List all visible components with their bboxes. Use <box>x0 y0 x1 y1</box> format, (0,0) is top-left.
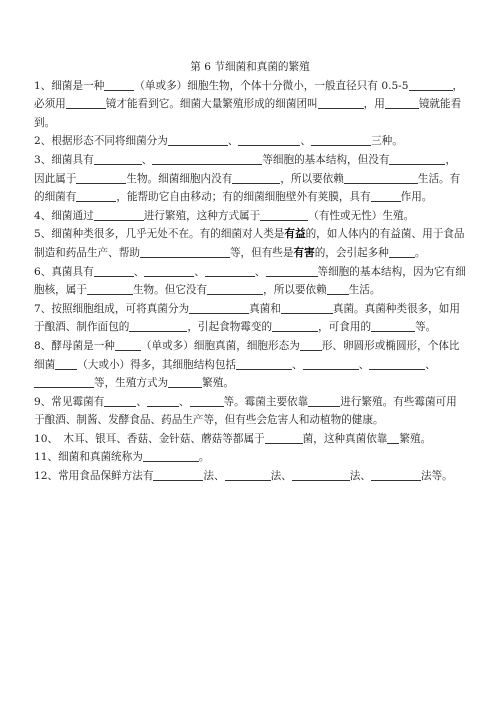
q8-blank-7[interactable] <box>34 375 94 388</box>
question-1 <box>34 77 466 133</box>
q7-text-f: 等。 <box>415 321 437 334</box>
q7-text-d: ，引起食物霉变的 <box>187 321 273 334</box>
q5-text-d: 的，会引起多种 <box>314 246 389 259</box>
q6-sep-2: 、 <box>194 265 205 278</box>
q3-blank-1[interactable] <box>94 152 142 165</box>
q3-blank-2[interactable] <box>152 152 262 165</box>
q11-text-b: 。 <box>198 451 210 464</box>
q3-text-e: ，所以要依赖 <box>280 172 344 185</box>
q8-text-e: 等，生殖方式为 <box>94 377 169 390</box>
q3-text-a: 3、细菌具有 <box>34 153 94 166</box>
q10-text-c: 繁殖。 <box>399 432 432 445</box>
q8-blank-2[interactable] <box>300 338 322 351</box>
q7-text-b: 真菌和 <box>249 302 281 315</box>
q6-blank-3[interactable] <box>205 264 255 277</box>
q5-text-b: 的，如人体内的有益菌、用于食品制造和药品生产、帮助 <box>34 228 465 259</box>
q8-sep-1: 、 <box>292 358 303 371</box>
q6-sep-1: 、 <box>133 265 145 278</box>
q7-blank-2[interactable] <box>281 301 333 314</box>
q3-blank-3[interactable] <box>389 152 445 165</box>
q9-text-a: 9、常见霉菌有 <box>34 395 105 408</box>
q6-blank-1[interactable] <box>94 264 134 277</box>
q12-text-c: 法、 <box>270 470 292 483</box>
q1-blank-4[interactable] <box>318 96 364 109</box>
q8-text-f: 繁殖。 <box>202 377 234 390</box>
q8-sep-2: 、 <box>358 358 370 371</box>
q1-blank-2[interactable] <box>409 78 453 91</box>
q1-text-d: 镜才能看到它。细菌大量繁殖形成的细菌团叫 <box>105 98 318 111</box>
q2-blank-1[interactable] <box>168 133 228 146</box>
question-8 <box>34 337 466 393</box>
worksheet <box>34 58 466 486</box>
q6-blank-5[interactable] <box>87 282 133 295</box>
q10-blank-1[interactable] <box>265 431 303 444</box>
q6-blank-7[interactable] <box>327 282 349 295</box>
q2-sep-1: 、 <box>227 135 239 148</box>
q3-text-c: ，因此属于 <box>34 153 457 185</box>
q8-text-b: （单或多）细胞真菌，细胞形态为 <box>140 339 300 352</box>
q6-text-d: ，所以要依赖 <box>263 284 327 297</box>
q9-sep-1: 、 <box>136 395 147 408</box>
q3-blank-6[interactable] <box>344 171 418 184</box>
q9-blank-4[interactable] <box>308 394 340 407</box>
q12-blank-3[interactable] <box>292 468 350 481</box>
q11-text-a: 11、细菌和真菌统称为 <box>34 451 143 464</box>
q6-sep-3: 、 <box>254 265 266 278</box>
q1-blank-5[interactable] <box>385 96 419 109</box>
q10-blank-2[interactable] <box>387 431 399 444</box>
q8-blank-4[interactable] <box>236 357 292 370</box>
page-title: 第 6 节细菌和真菌的繁殖 <box>190 61 310 73</box>
q9-blank-3[interactable] <box>190 394 224 407</box>
q3-text-f: 生活。有的细菌有 <box>34 172 461 204</box>
q1-text-a: 1、细菌是一种 <box>34 79 105 92</box>
q9-text-c: 进行繁殖。有些霉菌可用于酿酒、制酱、发酵食品、药品生产等，但有些会危害人和动植物的健康。 <box>34 395 457 427</box>
question-3 <box>34 151 466 207</box>
q8-text-d: （大或小）得多，其细胞结构包括 <box>77 358 237 371</box>
q5-blank-2[interactable] <box>389 245 415 258</box>
q1-text-b: （单或多）细胞生物，个体十分微小，一般直径只有 0.5-5 <box>134 79 409 92</box>
question-6 <box>34 263 466 300</box>
q1-text-c: ，必须用 <box>34 79 464 111</box>
q4-blank-2[interactable] <box>260 208 308 221</box>
q1-text-e: ，用 <box>363 98 385 111</box>
q4-text-b: 进行繁殖，这种方式属于 <box>143 209 261 222</box>
q12-blank-1[interactable] <box>153 468 203 481</box>
q3-blank-4[interactable] <box>76 171 126 184</box>
q6-blank-6[interactable] <box>207 282 263 295</box>
q11-blank-1[interactable] <box>143 449 199 462</box>
q8-text-a: 8、酵母菌是一种 <box>34 339 115 352</box>
q2-sep-2: 、 <box>300 135 312 148</box>
q5-text-c: 等，但有些是 <box>229 246 294 259</box>
q3-sep-1: 、 <box>141 153 153 166</box>
q6-text-c: 生物。但它没有 <box>132 284 208 297</box>
q3-blank-5[interactable] <box>232 171 280 184</box>
q5-text-e: 。 <box>414 246 426 259</box>
q2-blank-3[interactable] <box>311 133 371 146</box>
q3-text-b: 等细胞的基本结构，但没有 <box>262 153 390 166</box>
question-2 <box>34 132 466 151</box>
question-10 <box>34 430 466 449</box>
question-9 <box>34 393 466 430</box>
q12-blank-4[interactable] <box>371 468 421 481</box>
q7-text-c: 真菌。真菌种类很多，如用于酿酒、制作面包的 <box>34 302 460 334</box>
q7-text-e: ，可食用的 <box>318 321 372 334</box>
q5-text-a: 5、细菌种类很多，几乎无处不在。有的细菌对人类是 <box>34 228 285 241</box>
q9-blank-2[interactable] <box>147 394 179 407</box>
q8-sep-3: 、 <box>425 358 436 371</box>
question-12 <box>34 467 466 486</box>
q3-text-h: 作用。 <box>400 191 433 204</box>
q8-blank-8[interactable] <box>168 375 202 388</box>
q9-blank-1[interactable] <box>104 394 136 407</box>
q3-text-d: 生物。细菌细胞内没有 <box>126 172 233 185</box>
q5-bold-beneficial: 有益 <box>284 228 306 241</box>
question-5 <box>34 225 466 262</box>
q1-text-f: 镜就能看到。 <box>34 98 462 129</box>
q7-text-a: 7、按照细胞组成，可将真菌分为 <box>34 302 190 315</box>
q9-sep-2: 、 <box>178 395 190 408</box>
q3-blank-8[interactable] <box>371 189 401 202</box>
q2-blank-2[interactable] <box>238 133 300 146</box>
q6-text-e: 生活。 <box>348 284 381 297</box>
q6-blank-4[interactable] <box>266 264 318 277</box>
q6-text-b: 等细胞的基本结构，因为它有细胞核，属于 <box>34 265 466 297</box>
q10-text-b: 菌，这种真菌依靠 <box>302 432 388 445</box>
question-4 <box>34 207 466 226</box>
q12-text-e: 法等。 <box>420 470 453 483</box>
q1-blank-1[interactable] <box>104 78 134 91</box>
q12-blank-2[interactable] <box>225 468 271 481</box>
q8-blank-1[interactable] <box>115 338 141 351</box>
q7-blank-5[interactable] <box>371 319 415 332</box>
q4-blank-1[interactable] <box>94 208 144 221</box>
q9-text-b: 等。霉菌主要依靠 <box>223 395 309 408</box>
q8-blank-6[interactable] <box>369 357 425 370</box>
q7-blank-4[interactable] <box>272 319 318 332</box>
q4-text-c: （有性或无性）生殖。 <box>308 209 415 222</box>
q3-blank-7[interactable] <box>76 189 116 202</box>
q2-text-end: 三种。 <box>371 135 403 148</box>
q1-blank-3[interactable] <box>66 96 106 109</box>
q8-text-c: 形、卵圆形或椭圆形，个体比细菌 <box>34 339 460 371</box>
q6-text-a: 6、真菌具有 <box>34 265 94 278</box>
question-11 <box>34 448 466 467</box>
q12-text-b: 法、 <box>203 470 225 483</box>
q7-blank-3[interactable] <box>129 319 187 332</box>
q12-text-a: 12、常用食品保鲜方法有 <box>34 470 154 483</box>
question-7 <box>34 300 466 337</box>
q7-blank-1[interactable] <box>189 301 249 314</box>
q6-blank-2[interactable] <box>144 264 194 277</box>
q8-blank-5[interactable] <box>303 357 359 370</box>
q3-text-g: ，能帮助它自由移动；有的细菌细胞壁外有荚膜，具有 <box>116 191 371 204</box>
q12-text-d: 法、 <box>349 470 371 483</box>
q4-text-a: 4、细菌通过 <box>34 209 94 222</box>
q5-bold-harmful: 有害 <box>293 246 315 259</box>
q2-text-a: 2、根据形态不同将细菌分为 <box>34 135 168 148</box>
q8-blank-3[interactable] <box>55 357 77 370</box>
q5-blank-1[interactable] <box>140 245 230 258</box>
q10-text-a: 10、 木耳、银耳、香菇、金针菇、蘑菇等都属于 <box>34 432 265 445</box>
